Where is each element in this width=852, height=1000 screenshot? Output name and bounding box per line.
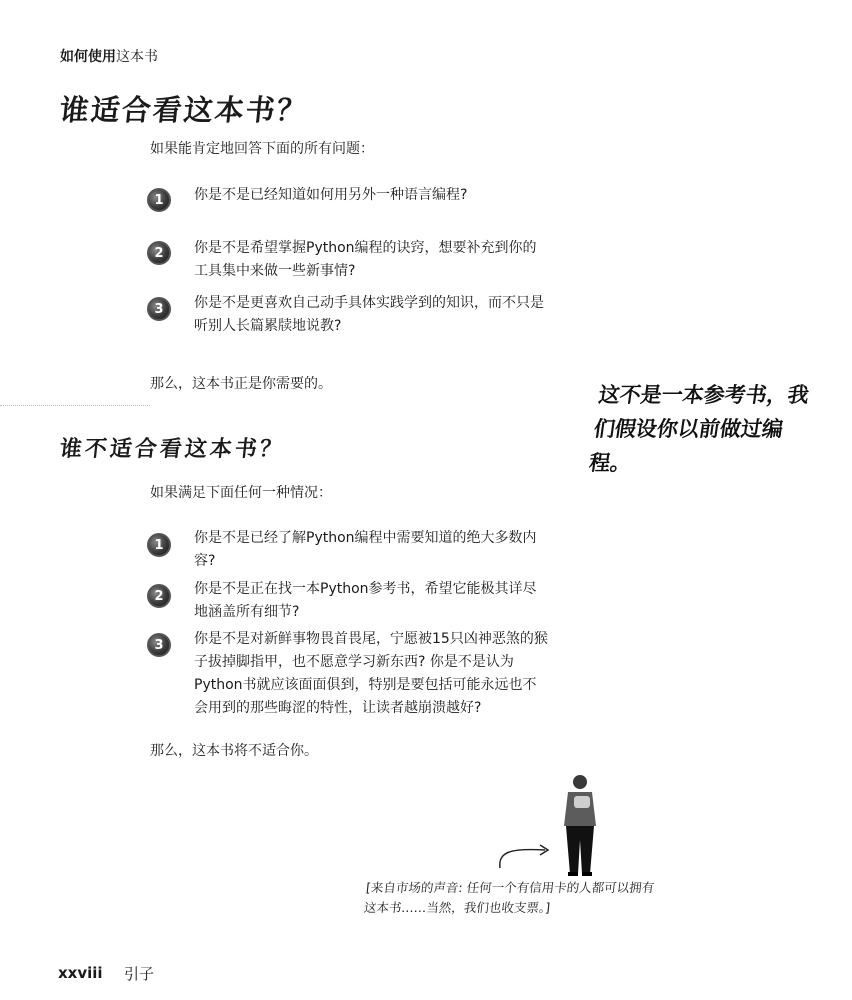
number-badge: 1 bbox=[147, 188, 171, 212]
question-item: 你是不是已经知道如何用另外一种语言编程? bbox=[194, 187, 468, 203]
number-badge: 3 bbox=[147, 633, 171, 657]
page-number: xxviii bbox=[58, 964, 103, 982]
book bbox=[574, 796, 590, 808]
number-badge: 3 bbox=[147, 297, 171, 321]
question-item: 你是不是对新鲜事物畏首畏尾，宁愿被15只凶神恶煞的猴子拔掉脚指甲，也不愿意学习新东西? 你是不是认为Python书就应该面面俱到，特别是要包括可能永远也不会用到的那些晦涩的特性，让读者越崩溃越好? bbox=[194, 631, 548, 716]
question-item: 你是不是更喜欢自己动手具体实践学到的知识，而不只是听别人长篇累牍地说教? bbox=[194, 295, 544, 334]
section2-heading: 谁不适合看这本书？ bbox=[58, 437, 287, 462]
legs bbox=[566, 826, 594, 874]
header-prefix: 如何使用 bbox=[60, 49, 116, 65]
section2-conclusion: 那么，这本书将不适合你。 bbox=[150, 743, 318, 759]
question-item: 你是不是希望掌握Python编程的诀窍，想要补充到你的工具集中来做一些新事情? bbox=[194, 240, 537, 279]
person-illustration bbox=[490, 770, 640, 880]
section2-intro: 如果满足下面任何一种情况： bbox=[150, 485, 332, 501]
question-item: 你是不是已经了解Python编程中需要知道的绝大多数内容? bbox=[194, 530, 537, 569]
question-item: 你是不是正在找一本Python参考书，希望它能极其详尽地涵盖所有细节? bbox=[194, 581, 537, 620]
number-badge: 1 bbox=[147, 533, 171, 557]
number-badge: 2 bbox=[147, 584, 171, 608]
head bbox=[573, 775, 587, 789]
running-header bbox=[60, 46, 158, 66]
side-note: 这不是一本参考书，我们假设你以前做过编程。 bbox=[587, 383, 811, 475]
section1-intro: 如果能肯定地回答下面的所有问题： bbox=[150, 141, 374, 157]
margin-dotted-rule bbox=[0, 405, 150, 406]
section1-conclusion: 那么，这本书正是你需要的。 bbox=[150, 376, 332, 392]
figure-caption: [来自市场的声音: 任何一个有信用卡的人都可以拥有这本书……当然，我们也收支票。] bbox=[363, 880, 655, 915]
section1-heading: 谁适合看这本书？ bbox=[58, 93, 310, 127]
chapter-title: 引子 bbox=[124, 965, 155, 983]
curved-arrow bbox=[500, 850, 545, 868]
header-highlight: 这本书 bbox=[116, 49, 158, 65]
number-badge: 2 bbox=[147, 241, 171, 265]
